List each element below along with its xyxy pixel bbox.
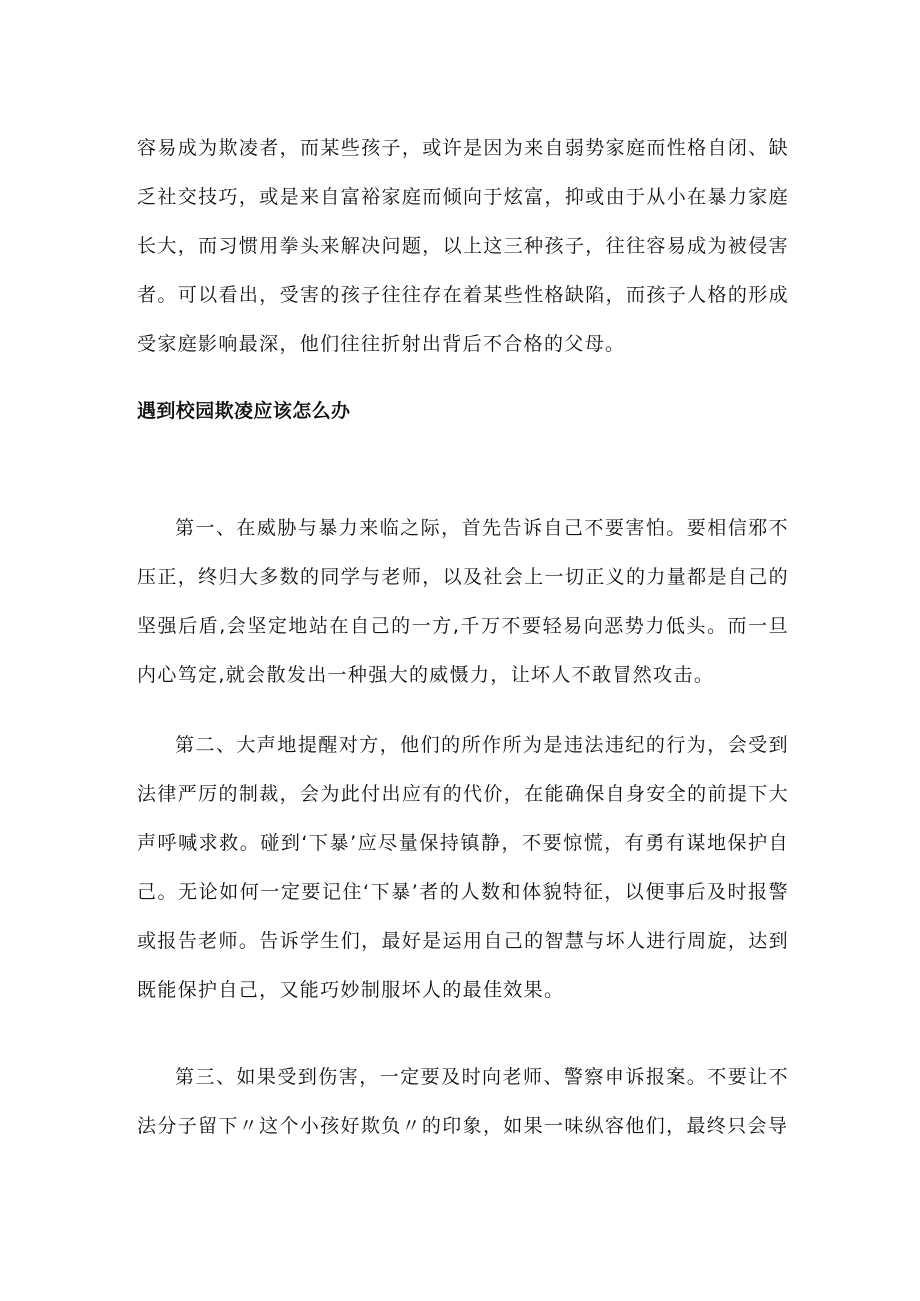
paragraph-second: 第二、大声地提醒对方，他们的所作所为是违法违纪的行为，会受到法律严厉的制裁，会为此付出应有的代价，在能确保自身安全的前提下大声呼喊求救。碰到‘下暴’应尽量保持镇静，不要惊慌，有勇有谋地保护自己。无论如何一定要记住‘下暴’者的人数和体貌特征，以便事后及时报警或报告老师。告诉学生们，最好是运用自己的智慧与坏人进行周旋，达到既能保护自己，又能巧妙制服坏人的最佳效果。 [137,734,789,1001]
section-heading: 遇到校园欺凌应该怎么办 [137,400,351,422]
intro-paragraph: 容易成为欺凌者，而某些孩子，或许是因为来自弱势家庭而性格自闭、缺乏社交技巧，或是来自富裕家庭而倾向于炫富，抑或由于从小在暴力家庭长大，而习惯用拳头来解决问题，以上这三种孩子，往往容易成为被侵害者。可以看出，受害的孩子往往存在着某些性格缺陷，而孩子人格的形成受家庭影响最深，他们往往折射出背后不合格的父母。 [137,137,789,355]
paragraph-third: 第三、如果受到伤害，一定要及时向老师、警察申诉报案。不要让不法分子留下〃这个小孩好欺负〃的印象，如果一味纵容他们，最终只会导 [137,1066,789,1137]
paragraph-first: 第一、在威胁与暴力来临之际，首先告诉自己不要害怕。要相信邪不压正，终归大多数的同学与老师，以及社会上一切正义的力量都是自己的坚强后盾,会坚定地站在自己的一方,千万不要轻易向恶势力低头。而一旦内心笃定,就会散发出一种强大的威慑力，让坏人不敢冒然攻击。 [137,517,789,686]
